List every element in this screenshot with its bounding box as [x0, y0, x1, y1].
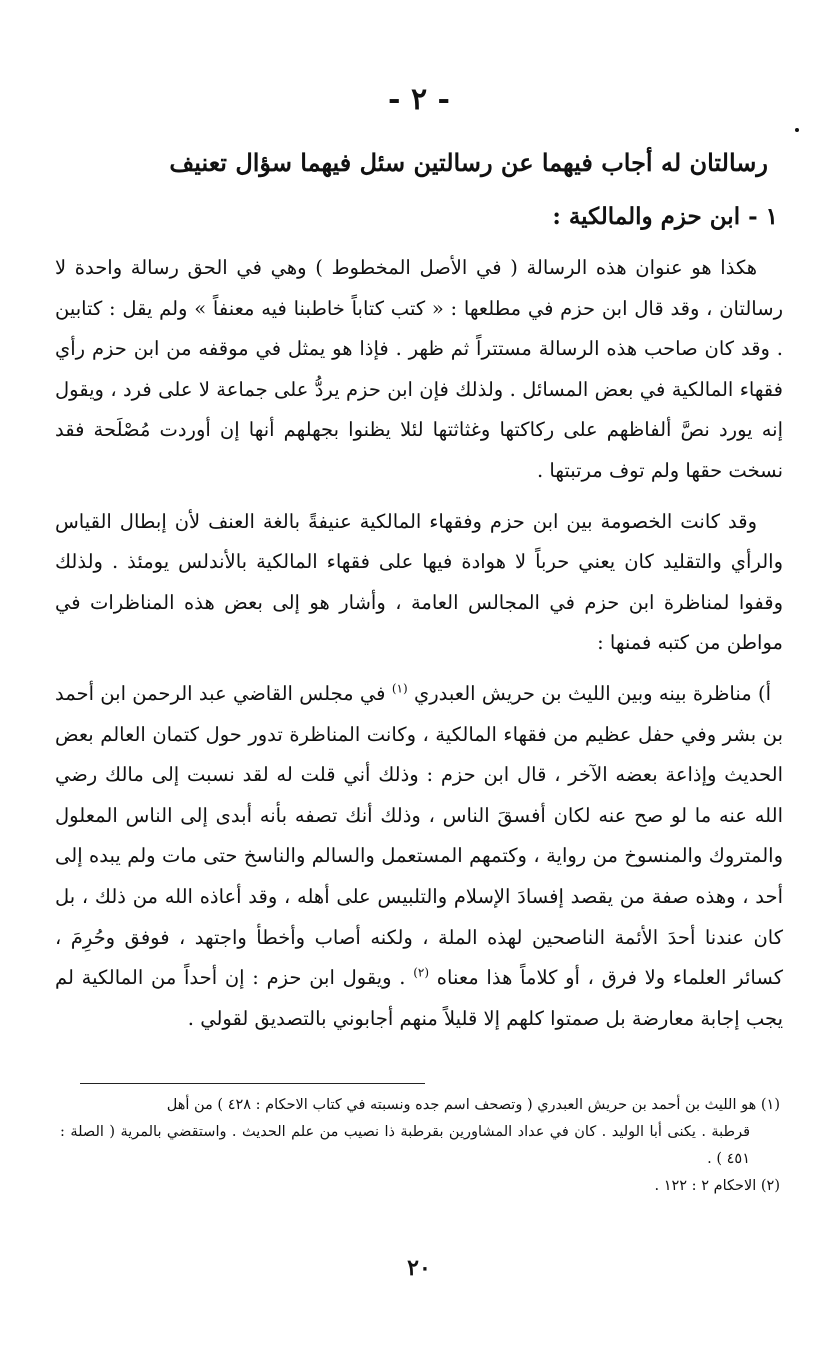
debate-text-2: في مجلس القاضي عبد الرحمن ابن أحمد بن بشر وفي حفل عظيم من فقهاء المالكية ، وكانت المناظرة تدور حول كتمان العالم بعض الحديث وإذاعة بعضه الآخر ، قال ابن حزم : وذلك أني قلت له لقد نسبت إلى مالك رضي الله عنه ما لو صح عنه لكان أفسقَ الناس ، وذلك أنك تصفه بأنه أبدى إلى الناس المعلول والمتروك والمنسوخ من رواية ، وكتمهم المستعمل والسالم والناسخ حتى مات ولم يبده إلى أحد ، وهذه صفة من يقصد إفسادَ الإسلام والتلبيس على أهله ، وقد أعاذه الله من ذلك ، بل كان عندنا أحدَ الأئمة الناصحين لهذه الملة ، ولكنه أصاب وأخطأ واجتهد ، فوفق وحُرِمَ ، كسائر العلماء ولا فرق ، أو كلاماً هذا معناه	[55, 681, 784, 990]
stray-ink-mark	[795, 128, 799, 132]
body-text	[55, 248, 783, 1049]
debate-text-3: . ويقول ابن حزم : إن أحداً من المالكية لم يجب إجابة معارضة بل صمتوا كلهم إلا قليلاً منهم أجابوني بالتصديق لقولي .	[55, 966, 783, 1030]
footnote-marker-2[interactable]: (٢)	[413, 965, 430, 980]
footnote-2: (٢) الاحكام ٢ : ١٢٢ .	[654, 1178, 780, 1194]
footnote-divider	[80, 1083, 425, 1084]
footnote-marker-1[interactable]: (١)	[391, 681, 408, 696]
paragraph-dispute: وقد كانت الخصومة بين ابن حزم وفقهاء المالكية عنيفةً بالغة العنف لأن إبطال القياس والرأي والتقليد كان يعني حرباً لا هوادة فيها على فقهاء المالكية بالأندلس يومئذ . ولذلك وقفوا لمناظرة ابن حزم في المجالس العامة ، وأشار هو إلى بعض هذه المناظرات في مواطن من كتبه فمنها :	[55, 509, 783, 655]
chapter-title: رسالتان له أجاب فيهما عن رسالتين سئل فيهما سؤال تعنيف	[169, 148, 768, 177]
paragraph-debate-a	[55, 674, 783, 1039]
footnote-1: (١) هو الليث بن أحمد بن حريش العبدري ( وتصحف اسم جده ونسبته في كتاب الاحكام : ٤٢٨ ) من أهل	[166, 1097, 780, 1113]
footnote-1-continuation: قرطبة . يكنى أبا الوليد . كان في عداد المشاورين بقرطبة ذا نصيب من علم الحديث . واستقضي بالمرية ( الصلة : ٤٥١ ) .	[60, 1124, 750, 1167]
paragraph-intro: هكذا هو عنوان هذه الرسالة ( في الأصل المخطوط ) وهي في الحق رسالة واحدة لا رسالتان ، وقد قال ابن حزم في مطلعها : « كتب كتاباً خاطبنا فيه معنفاً » ولم يقل : كتابين . وقد كان صاحب هذه الرسالة مستتراً ثم ظهر . فإذا هو يمثل في موقفه من ابن حزم رأي فقهاء المالكية في بعض المسائل . ولذلك فإن ابن حزم يردُّ على جماعة لا على فرد ، ويقول إنه يورد نصَّ ألفاظهم على ركاكتها وغثاثتها لئلا يظنوا بجهلهم أنها إن أوردت مُصْلَحة فقد نسخت حقها ولم توف مرتبتها .	[55, 256, 783, 482]
footnotes	[60, 1092, 780, 1200]
debate-text-1: أ) مناظرة بينه وبين الليث بن حريش العبدري	[413, 681, 771, 705]
page-number: ٢٠	[407, 1255, 431, 1281]
section-heading: ١ - ابن حزم والمالكية :	[552, 203, 778, 230]
chapter-number: - ٢ -	[388, 82, 450, 117]
